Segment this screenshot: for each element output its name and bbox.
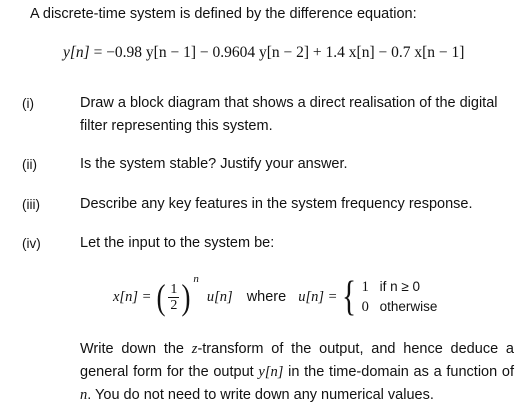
- left-paren: (: [156, 277, 166, 317]
- question-label-iv: (iv): [22, 236, 41, 251]
- fraction-numerator: 1: [170, 281, 178, 297]
- case-row-1: 1 if n ≥ 0: [361, 279, 421, 295]
- x-lhs: x[n] =: [113, 288, 152, 305]
- fraction: [168, 282, 179, 313]
- case-row-2: 0 otherwise: [361, 299, 438, 315]
- input-definition: [113, 270, 437, 324]
- question-text-iii: Describe any key features in the system frequency response.: [80, 196, 473, 212]
- question-label-iii: (iii): [22, 197, 40, 212]
- question-text-ii: Is the system stable? Justify your answer.: [80, 156, 348, 172]
- question-text-i: Draw a block diagram that shows a direct realisation of the digital filter representing this system.: [80, 95, 498, 134]
- right-paren: ): [181, 277, 191, 317]
- difference-equation: [63, 44, 464, 62]
- piecewise-cases: [362, 277, 438, 317]
- question-label-ii: (ii): [22, 157, 37, 172]
- u-lhs: u[n] =: [298, 288, 338, 305]
- final-instruction: Write down the z-transform of the output, and hence deduce a general form for the output y[n] in the time-domain as a function of n. You do not need to write down any numerical values.: [80, 341, 514, 403]
- u-term: u[n]: [206, 288, 233, 305]
- question-label-i: (i): [22, 96, 34, 111]
- where-word: where: [246, 289, 287, 305]
- left-brace: {: [342, 274, 357, 320]
- equation-rhs: = −0.98 y[n − 1] − 0.9604 y[n − 2] + 1.4 x[n] − 0.7 x[n − 1]: [93, 44, 465, 61]
- equation-lhs: y[n]: [63, 44, 90, 61]
- fraction-denominator: 2: [170, 297, 178, 313]
- intro-text: A discrete-time system is defined by the difference equation:: [30, 6, 417, 22]
- question-text-iv: Let the input to the system be:: [80, 235, 275, 251]
- exponent: n: [193, 273, 199, 285]
